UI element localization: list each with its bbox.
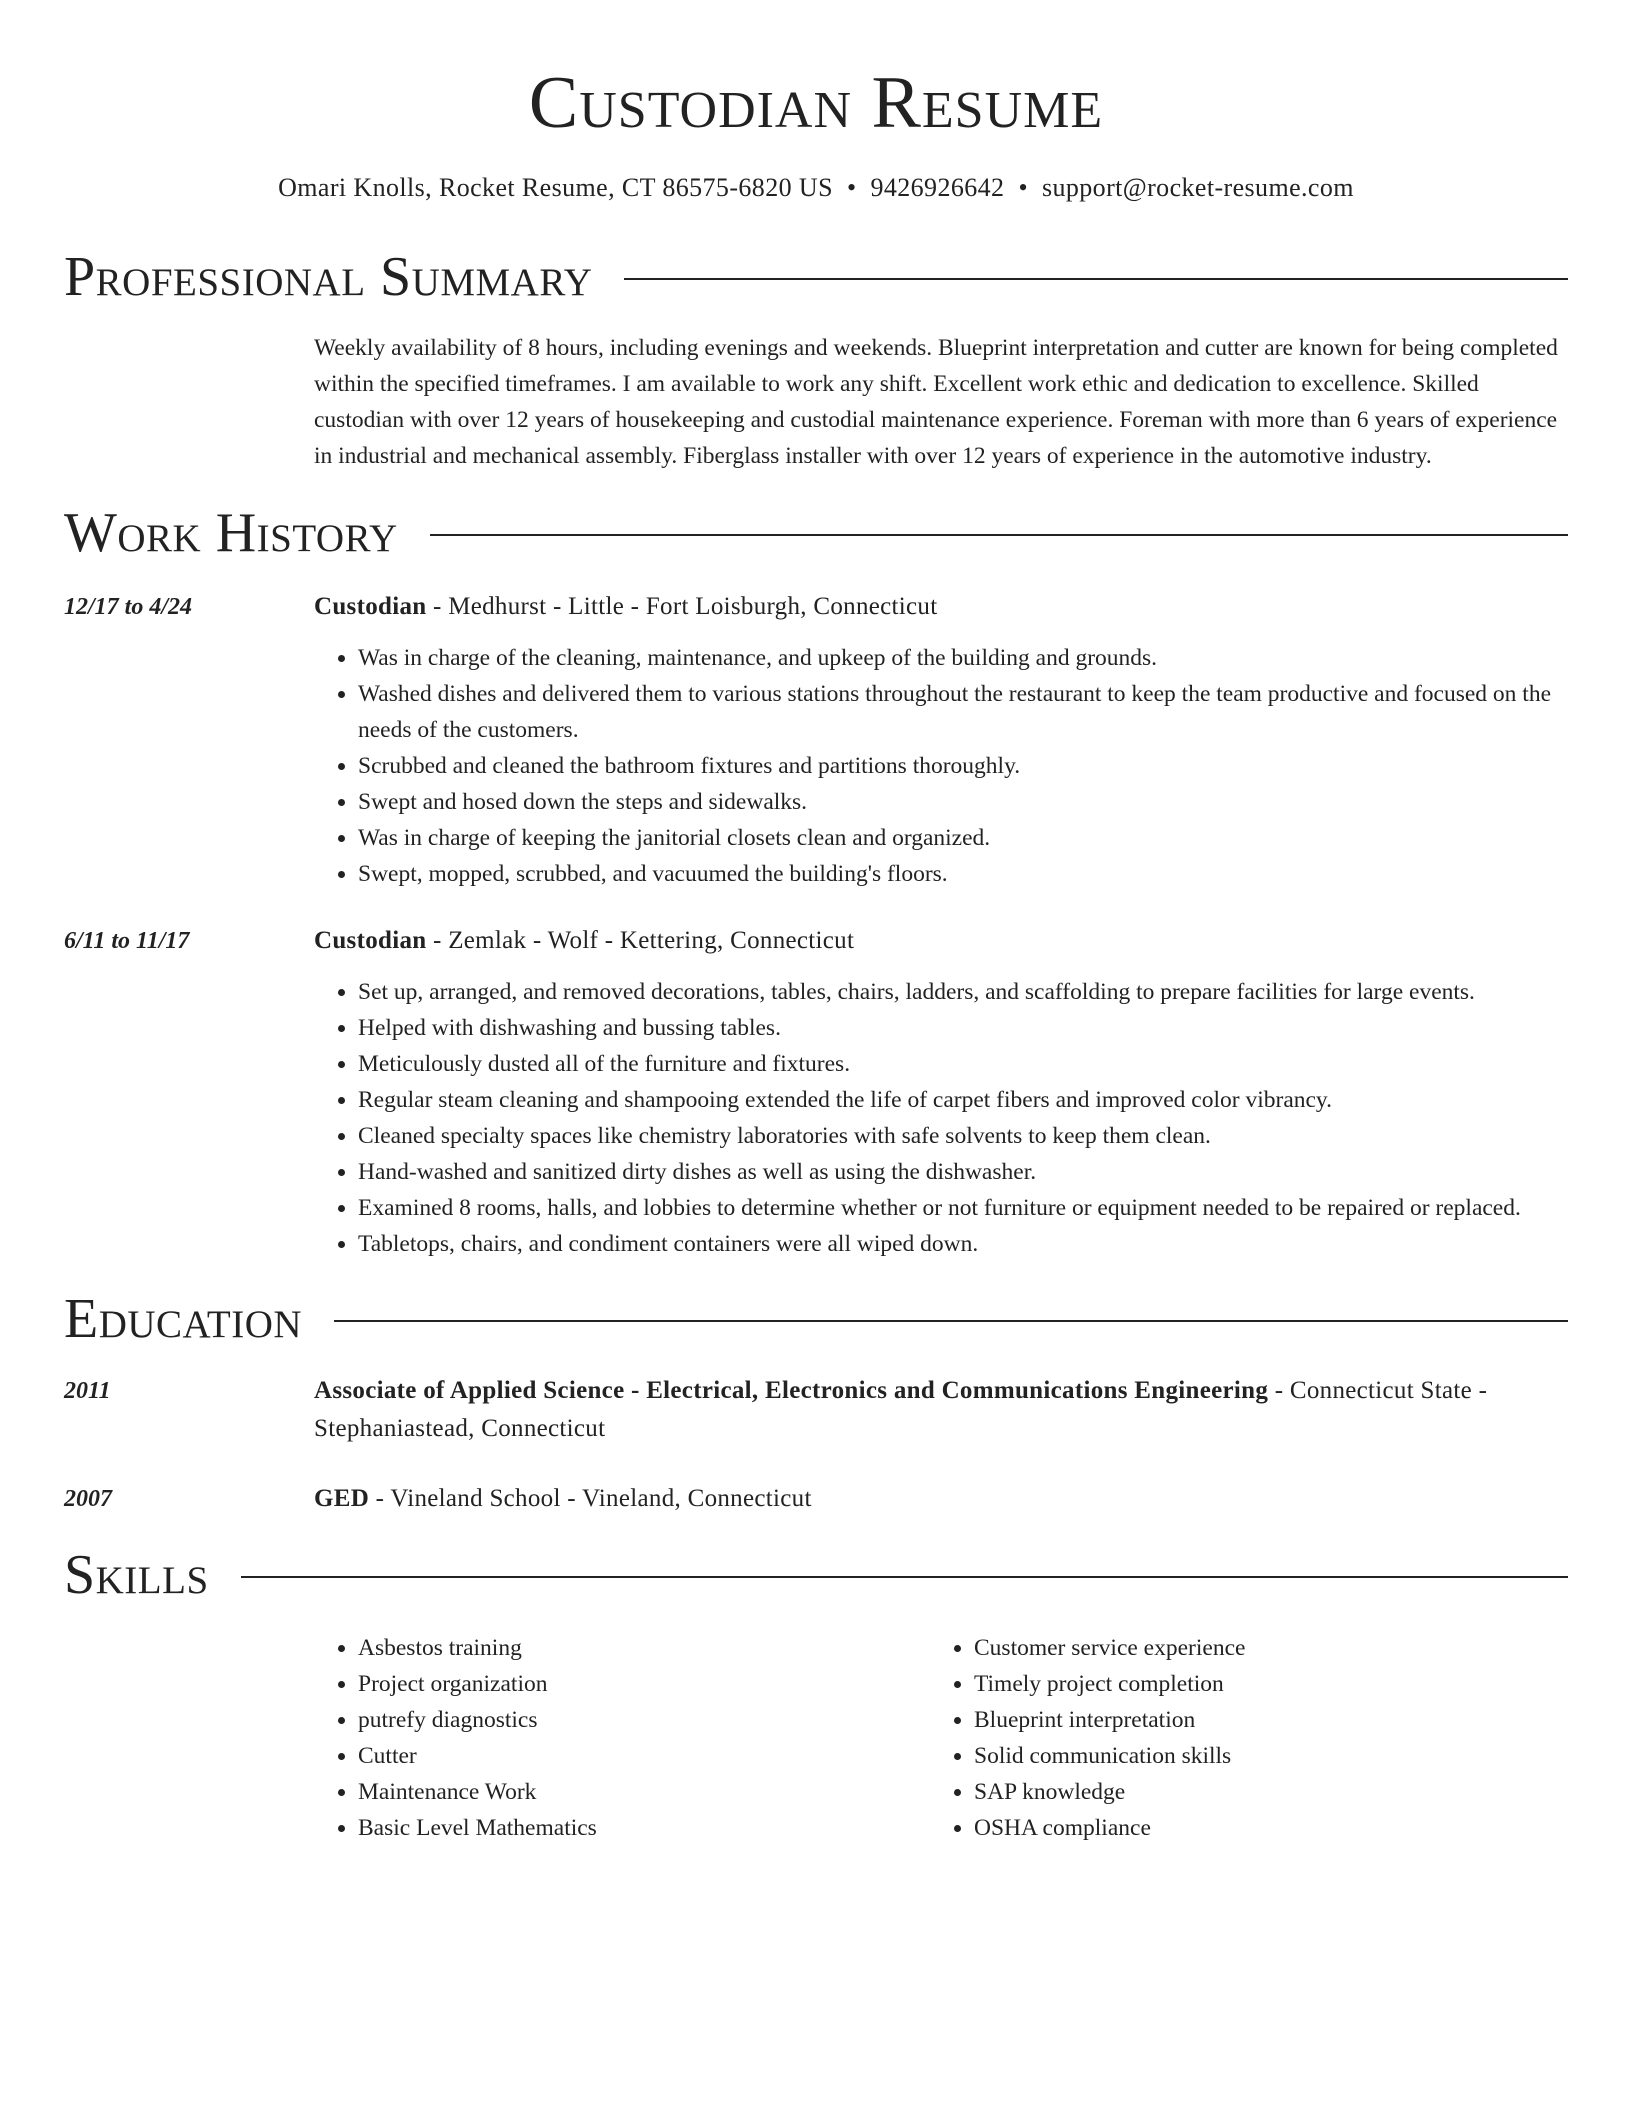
skill-item: • Cutter [358, 1738, 930, 1774]
education-heading-line [314, 1372, 1568, 1448]
skill-item: • Maintenance Work [358, 1774, 930, 1810]
skill-item: • Basic Level Mathematics [358, 1810, 930, 1846]
education-body [314, 1372, 1568, 1448]
resume-page [64, 0, 1568, 1846]
list-item: • Meticulously dusted all of the furniture and fixtures. [358, 1046, 1568, 1082]
job-bullets [314, 640, 1568, 892]
education-heading-line [314, 1480, 1568, 1518]
skill-item: • Project organization [358, 1666, 930, 1702]
education-entry [64, 1480, 1568, 1518]
skills-list-left [314, 1630, 930, 1846]
skill-item: • SAP knowledge [974, 1774, 1546, 1810]
list-item: • Swept and hosed down the steps and sidewalks. [358, 784, 1568, 820]
list-item: • Swept, mopped, scrubbed, and vacuumed the building's floors. [358, 856, 1568, 892]
skill-item: • putrefy diagnostics [358, 1702, 930, 1738]
job-body [314, 922, 1568, 1262]
skill-item: • Customer service experience [974, 1630, 1546, 1666]
contact-address: Omari Knolls, Rocket Resume, CT 86575-6820 US [278, 173, 833, 202]
list-item: • Was in charge of keeping the janitorial closets clean and organized. [358, 820, 1568, 856]
list-item: • Examined 8 rooms, halls, and lobbies to determine whether or not furniture or equipment needed to be repaired or replaced. [358, 1190, 1568, 1226]
list-item: • Was in charge of the cleaning, maintenance, and upkeep of the building and grounds. [358, 640, 1568, 676]
section-divider [334, 1320, 1568, 1322]
education-body [314, 1480, 1568, 1518]
skill-item: • Solid communication skills [974, 1738, 1546, 1774]
list-item: • Tabletops, chairs, and condiment containers were all wiped down. [358, 1226, 1568, 1262]
job-entry [64, 588, 1568, 892]
section-divider [241, 1576, 1568, 1578]
contact-separator: • [846, 173, 857, 202]
skills-heading: Skills [64, 1544, 209, 1606]
job-title: Custodian [314, 593, 427, 620]
job-details: - Medhurst - Little - Fort Loisburgh, Connecticut [426, 593, 938, 620]
section-divider [624, 278, 1568, 280]
skills-section-header [64, 1542, 1568, 1608]
job-heading [314, 922, 1568, 960]
education-year: 2011 [64, 1378, 111, 1404]
education-degree: Associate of Applied Science - Electrical, Electronics and Communications Engineering [314, 1377, 1269, 1404]
work-section-header [64, 500, 1568, 566]
contact-line [64, 170, 1568, 206]
skill-item: • Timely project completion [974, 1666, 1546, 1702]
list-item: • Helped with dishwashing and bussing tables. [358, 1010, 1568, 1046]
job-entry [64, 922, 1568, 1262]
skill-item: • Blueprint interpretation [974, 1702, 1546, 1738]
job-heading [314, 588, 1568, 626]
education-heading: Education [64, 1288, 303, 1350]
contact-separator: • [1018, 173, 1028, 202]
contact-phone: 9426926642 [870, 173, 1005, 202]
section-divider [430, 534, 1568, 536]
work-heading: Work History [64, 502, 398, 564]
summary-heading: Professional Summary [64, 246, 593, 308]
list-item: • Scrubbed and cleaned the bathroom fixtures and partitions thoroughly. [358, 748, 1568, 784]
list-item: • Regular steam cleaning and shampooing extended the life of carpet fibers and improved color vibrancy. [358, 1082, 1568, 1118]
list-item: • Cleaned specialty spaces like chemistry laboratories with safe solvents to keep them clean. [358, 1118, 1568, 1154]
education-degree: GED [314, 1485, 370, 1512]
skill-item: • Asbestos training [358, 1630, 930, 1666]
resume-title: Custodian Resume [528, 62, 1104, 144]
education-details: - Vineland School - Vineland, Connecticut [369, 1485, 812, 1512]
education-details: - Connecticut State - Stephaniastead, Connecticut [314, 1377, 1488, 1442]
job-details: - Zemlak - Wolf - Kettering, Connecticut [426, 927, 855, 954]
job-dates: 12/17 to 4/24 [64, 594, 193, 620]
skills-list-right [930, 1630, 1546, 1846]
education-year: 2007 [64, 1486, 112, 1512]
education-section-header [64, 1286, 1568, 1352]
job-body [314, 588, 1568, 892]
skills-columns [314, 1630, 1568, 1846]
contact-email: support@rocket-resume.com [1041, 173, 1354, 202]
job-bullets [314, 974, 1568, 1262]
list-item: • Washed dishes and delivered them to various stations throughout the restaurant to keep the team productive and focused on the needs of the customers. [358, 676, 1568, 748]
list-item: • Hand-washed and sanitized dirty dishes as well as using the dishwasher. [358, 1154, 1568, 1190]
job-dates: 6/11 to 11/17 [64, 928, 190, 954]
summary-text: Weekly availability of 8 hours, including evenings and weekends. Blueprint interpretation and cutter are known for being completed within the specified timeframes. I am available to work any shift. Excellent work ethic and dedication to excellence. Skilled custodian with over 12 years of housekeeping and custodial maintenance experience. Foreman with more than 6 years of experience in industrial and mechanical assembly. Fiberglass installer with over 12 years of experience in the automotive industry. [314, 335, 1558, 469]
skill-item: • OSHA compliance [974, 1810, 1546, 1846]
job-title: Custodian [314, 927, 427, 954]
summary-section-header [64, 244, 1568, 310]
education-entry [64, 1372, 1568, 1448]
list-item: • Set up, arranged, and removed decorations, tables, chairs, ladders, and scaffolding to prepare facilities for large events. [358, 974, 1568, 1010]
